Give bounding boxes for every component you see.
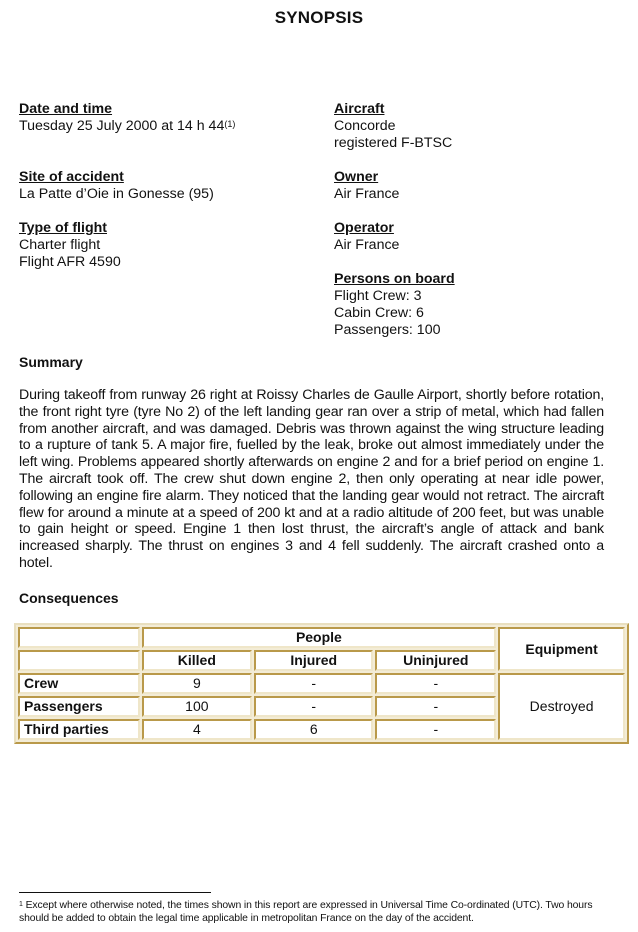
site-label: Site of accident bbox=[19, 169, 124, 185]
consequences-table bbox=[14, 623, 629, 744]
right-info-column bbox=[334, 101, 624, 339]
owner-field bbox=[334, 169, 624, 203]
injured-cell: 6 bbox=[254, 719, 373, 740]
injured-cell: - bbox=[254, 696, 373, 717]
persons-line: Flight Crew: 3 bbox=[334, 288, 422, 304]
row-label: Third parties bbox=[18, 719, 140, 740]
owner-value: Air France bbox=[334, 186, 400, 202]
empty-header-cell bbox=[18, 650, 140, 671]
aircraft-label: Aircraft bbox=[334, 101, 385, 117]
persons-field bbox=[334, 271, 624, 339]
aircraft-line: registered F-BTSC bbox=[334, 135, 453, 151]
table-header-row bbox=[18, 627, 625, 648]
killed-cell: 100 bbox=[142, 696, 252, 717]
site-value: La Patte d’Oie in Gonesse (95) bbox=[19, 186, 214, 202]
owner-label: Owner bbox=[334, 169, 379, 185]
summary-heading: Summary bbox=[19, 354, 83, 370]
table-row bbox=[18, 673, 625, 694]
persons-label: Persons on board bbox=[334, 271, 455, 287]
date-time-value bbox=[19, 118, 319, 135]
date-time-field bbox=[19, 101, 319, 135]
page-title: SYNOPSIS bbox=[274, 8, 364, 27]
uninjured-cell: - bbox=[375, 696, 496, 717]
footnote-reference[interactable]: (1) bbox=[224, 119, 236, 129]
summary-text: During takeoff from runway 26 right at Roissy Charles de Gaulle Airport, shortly before rotation, the front right tyre (tyre No 2) of the left landing gear ran over a strip of metal, which had fallen from another aircraft, and was damaged. Debris was thrown against the wing structure leading to a rupture of tank 5. A major fire, fuelled by the leak, broke out almost immediately under the left wing. Problems appeared shortly afterwards on engine 2 and for a brief period on engine 1. The aircraft took off. The crew shut down engine 2, then only operating at near idle power, following an engine fire alarm. They noticed that the landing gear would not retract. The aircraft flew for around a minute at a speed of 200 kt and at a radio altitude of 200 feet, but was unable to gain height or speed. Engine 1 then lost thrust, the aircraft’s angle of attack and bank increased sharply. The thrust on engines 3 and 4 fell suddenly. The aircraft crashed onto a hotel. bbox=[19, 387, 604, 571]
row-label: Passengers bbox=[18, 696, 140, 717]
flight-type-field bbox=[19, 220, 319, 271]
people-header: People bbox=[142, 627, 497, 648]
flight-type-line: Flight AFR 4590 bbox=[19, 254, 121, 270]
operator-label: Operator bbox=[334, 220, 394, 236]
empty-header-cell bbox=[18, 627, 140, 648]
aircraft-field bbox=[334, 101, 624, 152]
date-time-label: Date and time bbox=[19, 101, 113, 117]
uninjured-header: Uninjured bbox=[375, 650, 496, 671]
footnote bbox=[19, 899, 619, 925]
killed-cell: 9 bbox=[142, 673, 252, 694]
footnote-marker: 1 bbox=[19, 901, 23, 908]
equipment-header: Equipment bbox=[498, 627, 625, 671]
row-label: Crew bbox=[18, 673, 140, 694]
footnote-text: Except where otherwise noted, the times shown in this report are expressed in Universal Time Co-ordinated (UTC). Two hours should be added to obtain the legal time applicable in metropolitan France on the day of the accident. bbox=[19, 900, 593, 924]
persons-line: Passengers: 100 bbox=[334, 322, 441, 338]
flight-type-label: Type of flight bbox=[19, 220, 107, 236]
uninjured-cell: - bbox=[375, 673, 496, 694]
left-info-column bbox=[19, 101, 319, 271]
killed-header: Killed bbox=[142, 650, 252, 671]
operator-value: Air France bbox=[334, 237, 400, 253]
uninjured-cell: - bbox=[375, 719, 496, 740]
injured-cell: - bbox=[254, 673, 373, 694]
killed-cell: 4 bbox=[142, 719, 252, 740]
injured-header: Injured bbox=[254, 650, 373, 671]
flight-type-line: Charter flight bbox=[19, 237, 101, 253]
equipment-cell: Destroyed bbox=[498, 673, 625, 740]
aircraft-line: Concorde bbox=[334, 118, 396, 134]
footnote-divider bbox=[19, 892, 211, 893]
date-time-text: Tuesday 25 July 2000 at 14 h 44 bbox=[19, 118, 225, 134]
consequences-heading: Consequences bbox=[19, 590, 119, 606]
persons-line: Cabin Crew: 6 bbox=[334, 305, 424, 321]
operator-field bbox=[334, 220, 624, 254]
site-field bbox=[19, 169, 319, 203]
